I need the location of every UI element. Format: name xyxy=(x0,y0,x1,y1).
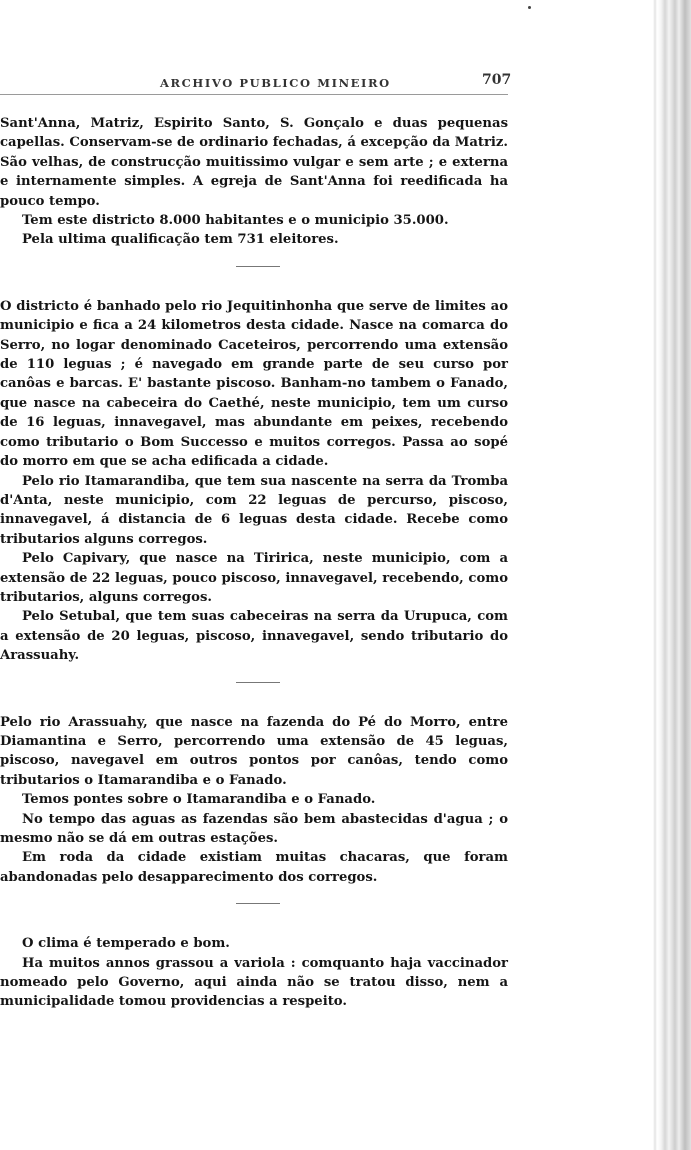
paragraph-setubal: Pelo Setubal, que tem suas cabeceiras na serra da Urupuca, com a extensão de 20 leguas, piscoso, innavegavel, sendo tributario do Arassuahy. xyxy=(0,609,508,664)
paragraph-chacaras: Em roda da cidade existiam muitas chacaras, que foram abandonadas pelo desapparecimento dos corregos. xyxy=(0,850,508,885)
running-head: ARCHIVO PUBLICO MINEIRO xyxy=(160,76,391,90)
section-divider xyxy=(236,903,280,904)
page-header xyxy=(0,70,520,90)
scan-binding-edge xyxy=(645,0,691,1150)
body-text xyxy=(0,114,508,1012)
paragraph-voters: Pela ultima qualificação tem 731 eleitores. xyxy=(22,232,339,248)
section-divider xyxy=(236,682,280,683)
page-number: 707 xyxy=(482,72,512,88)
paragraph-chapels: Sant'Anna, Matriz, Espirito Santo, S. Gonçalo e duas pequenas capellas. Conservam-se de ordinario fechadas, á excepção da Matriz. São velhas, de construcção muitissimo vulgar e sem arte ; e externa e internamente simples. A egreja de Sant'Anna foi reedificada ha pouco tempo. xyxy=(0,116,508,209)
header-rule xyxy=(0,94,508,95)
paragraph-bridges: Temos pontes sobre o Itamarandiba e o Fanado. xyxy=(22,792,376,808)
paragraph-jequitinhonha: O districto é banhado pelo rio Jequitinhonha que serve de limites ao municipio e fica a 24 kilometros desta cidade. Nasce na comarca do Serro, no logar denominado Caceteiros, percorrendo uma extensão de 110 leguas ; é navegado em grande parte de seu curso por canôas e barcas. E' bastante piscoso. Banham-no tambem o Fanado, que nasce na cabeceira do Caethé, neste municipio, tem um curso de 16 leguas, innavegavel, mas abundante em peixes, recebendo como tributario o Bom Successo e muitos corregos. Passa ao sopé do morro em que se acha edificada a cidade. xyxy=(0,298,508,470)
paragraph-itamarandiba: Pelo rio Itamarandiba, que tem sua nascente na serra da Tromba d'Anta, neste municipio, com 22 leguas de percurso, piscoso, innavegavel, á distancia de 6 leguas desta cidade. Recebe como tributarios alguns corregos. xyxy=(0,473,508,547)
paragraph-climate: O clima é temperado e bom. xyxy=(22,936,230,952)
paragraph-capivary: Pelo Capivary, que nasce na Tiririca, neste municipio, com a extensão de 22 leguas, pouco piscoso, innavegavel, recebendo, como tributarios, alguns corregos. xyxy=(0,551,508,605)
paragraph-water: No tempo das aguas as fazendas são bem abastecidas d'agua ; o mesmo não se dá em outras estações. xyxy=(0,811,508,846)
section-divider xyxy=(236,266,280,267)
scan-speck xyxy=(528,6,531,9)
paragraph-arassuahy: Pelo rio Arassuahy, que nasce na fazenda do Pé do Morro, entre Diamantina e Serro, percorrendo uma extensão de 45 leguas, piscoso, navegavel em outros pontos por canôas, tendo como tributarios o Itamarandiba e o Fanado. xyxy=(0,714,508,788)
paragraph-population: Tem este districto 8.000 habitantes e o municipio 35.000. xyxy=(22,213,449,229)
paragraph-variola: Ha muitos annos grassou a variola : comquanto haja vaccinador nomeado pelo Governo, aqui ainda não se tratou disso, nem a municipalidade tomou providencias a respeito. xyxy=(0,955,508,1010)
